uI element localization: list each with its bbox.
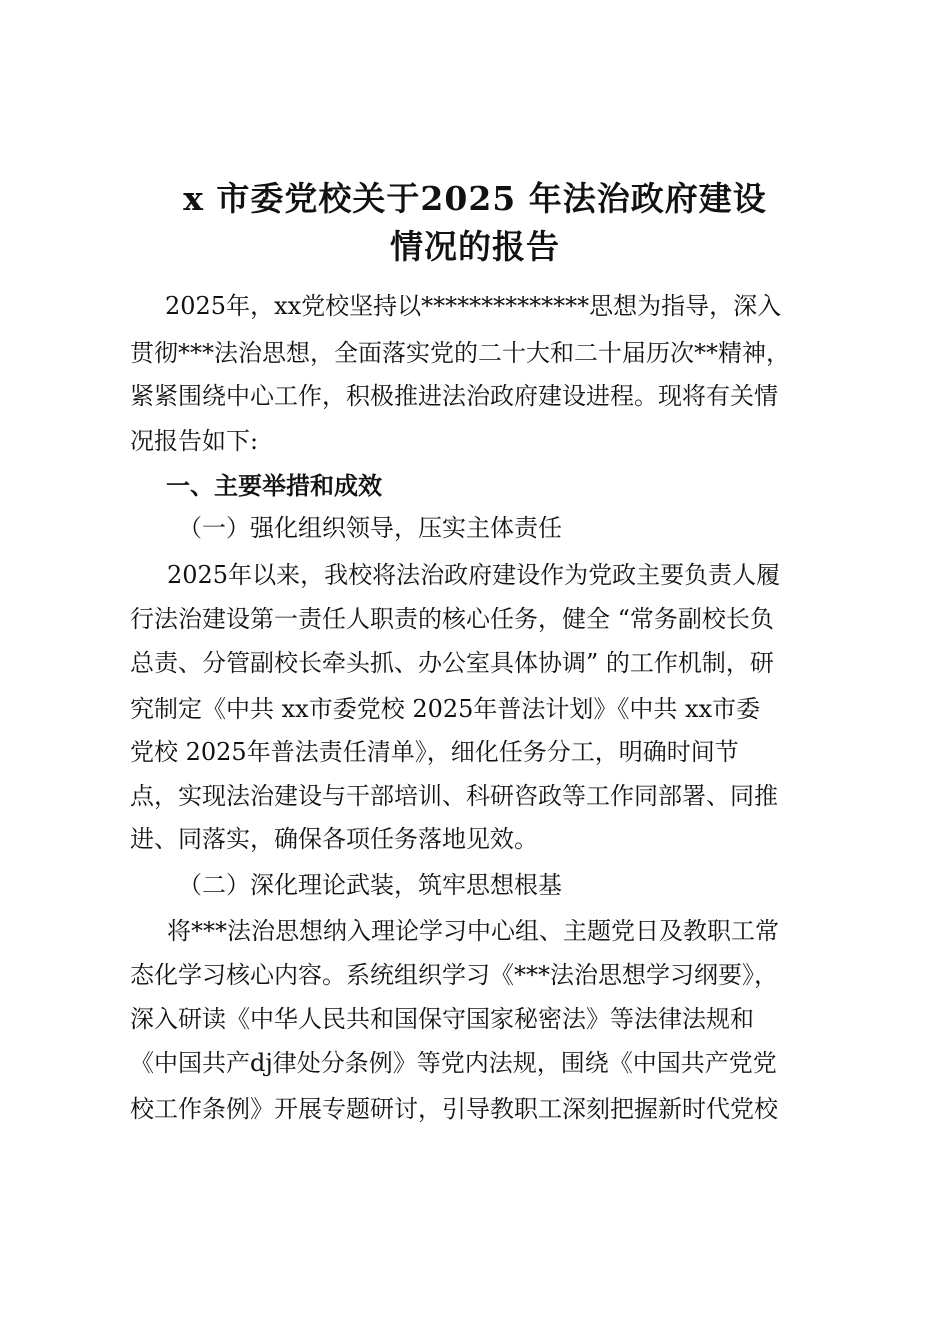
subsection-1-line-2: 行法治建设第一责任人职责的核心任务，健全 “常务副校长负 [130, 605, 774, 633]
document-title-line-1: x 市委党校关于2025 年法治政府建设 [183, 179, 767, 218]
subsection-1-line-3: 总责、分管副校长牵头抓、办公室具体协调” 的工作机制，研 [130, 649, 774, 677]
document-title-line-2: 情况的报告 [390, 227, 560, 266]
subsection-2-line-1: 将***法治思想纳入理论学习中心组、主题党日及教职工常 [167, 917, 779, 945]
subsection-2-heading: （二）深化理论武装，筑牢思想根基 [178, 871, 562, 899]
subsection-1-heading: （一）强化组织领导，压实主体责任 [178, 514, 562, 542]
section-1-heading: 一、主要举措和成效 [166, 471, 382, 500]
intro-line-2: 贯彻***法治思想，全面落实党的二十大和二十届历次**精神， [130, 339, 790, 367]
subsection-1-line-4: 究制定《中共 xx市委党校 2025年普法计划》《中共 xx市委 [130, 695, 761, 723]
subsection-1-line-5: 党校 2025年普法责任清单》，细化任务分工，明确时间节 [130, 738, 739, 766]
subsection-2-line-3: 深入研读《中华人民共和国保守国家秘密法》等法律法规和 [130, 1005, 754, 1033]
subsection-1-line-6: 点，实现法治建设与干部培训、科研咨政等工作同部署、同推 [130, 782, 778, 810]
subsection-2-line-2: 态化学习核心内容。系统组织学习《***法治思想学习纲要》， [130, 961, 778, 989]
subsection-1-line-1: 2025年以来，我校将法治政府建设作为党政主要负责人履 [167, 561, 781, 589]
subsection-2-line-4: 《中国共产dj律处分条例》等党内法规，围绕《中国共产党党 [130, 1049, 777, 1077]
intro-line-1: 2025年，xx党校坚持以**************思想为指导，深入 [165, 292, 782, 320]
intro-line-3: 紧紧围绕中心工作，积极推进法治政府建设进程。现将有关情 [130, 382, 778, 410]
intro-line-4: 况报告如下: [130, 427, 259, 455]
subsection-1-line-7: 进、同落实，确保各项任务落地见效。 [130, 825, 538, 853]
subsection-2-line-5: 校工作条例》开展专题研讨，引导教职工深刻把握新时代党校 [130, 1095, 778, 1123]
